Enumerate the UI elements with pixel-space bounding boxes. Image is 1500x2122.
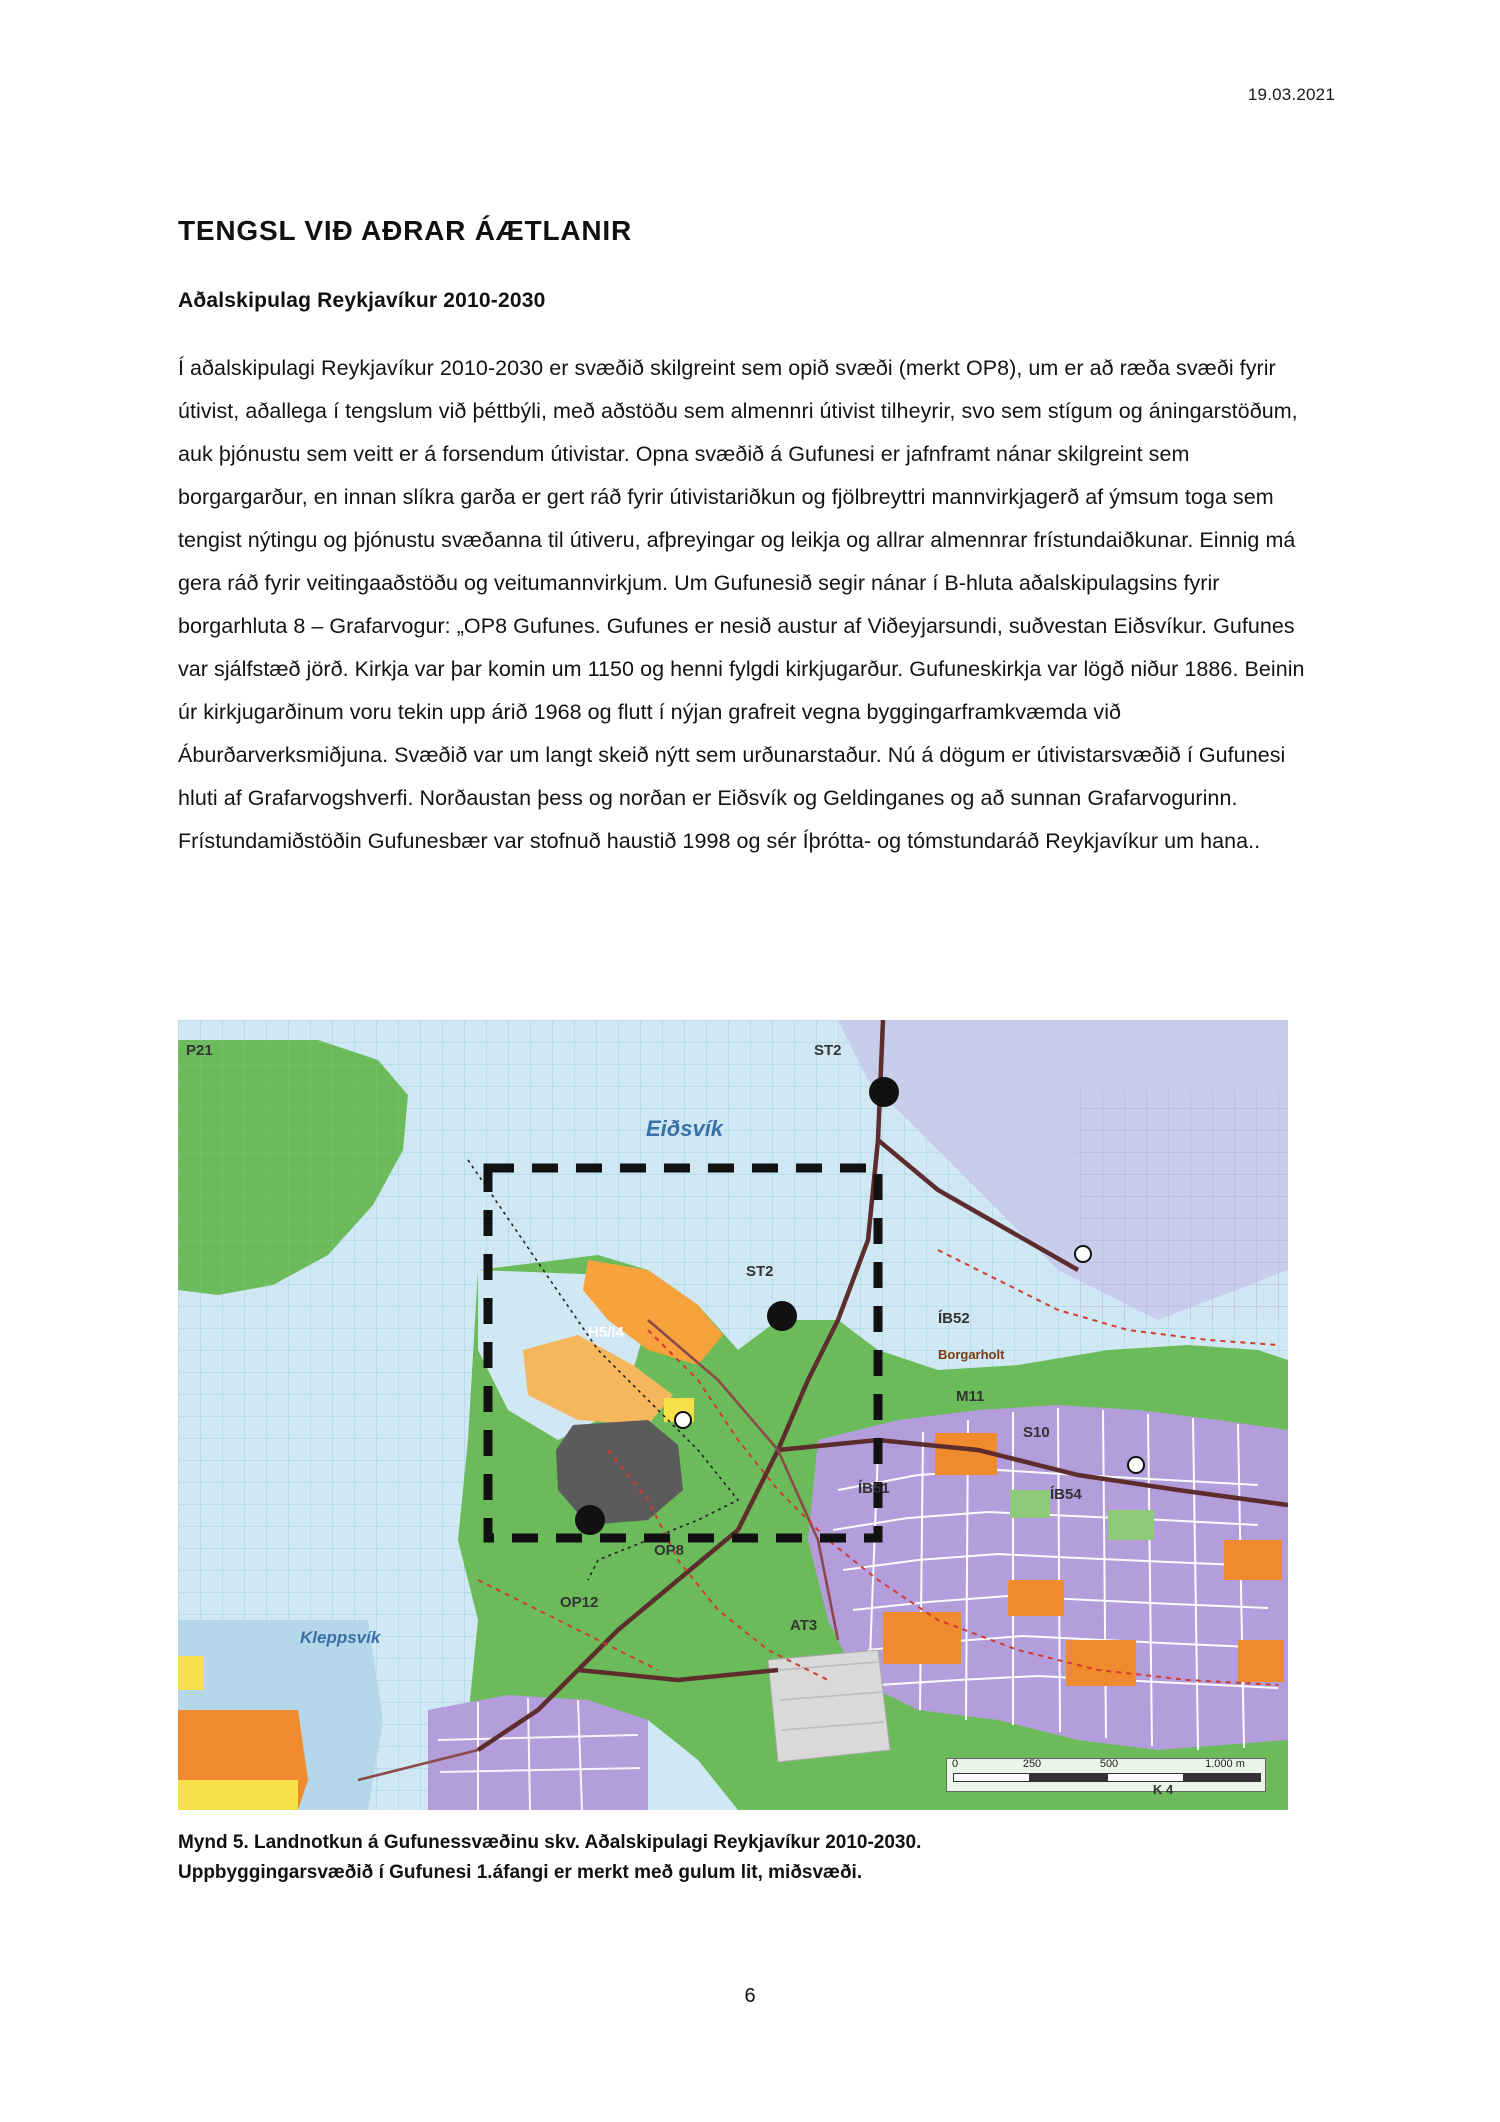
map-label-ib52: ÍB52 bbox=[938, 1310, 970, 1327]
map-label-h5i4: H5/I4 bbox=[588, 1324, 624, 1341]
scale-label-250: 250 bbox=[1022, 1758, 1042, 1770]
map-label-borgarholt: Borgarholt bbox=[938, 1347, 1005, 1362]
map-scalebar bbox=[946, 1758, 1266, 1792]
map-label-op8: OP8 bbox=[654, 1542, 685, 1559]
map-label-st2-mid: ST2 bbox=[746, 1263, 774, 1280]
figure-caption-line1: Mynd 5. Landnotkun á Gufunessvæðinu skv. Aðalskipulagi Reykjavíkur 2010-2030. bbox=[178, 1832, 922, 1853]
map-scale-note: K 4 bbox=[1153, 1782, 1174, 1797]
sub-heading: Aðalskipulag Reykjavíkur 2010-2030 bbox=[178, 289, 546, 312]
map-label-p21: P21 bbox=[186, 1042, 213, 1059]
figure-caption bbox=[178, 1828, 1288, 1888]
figure-block bbox=[178, 1020, 1288, 1888]
map-label-eidsvik: Eiðsvík bbox=[646, 1116, 724, 1141]
map-label-st2-top: ST2 bbox=[814, 1042, 842, 1059]
figure-caption-line2: Uppbyggingarsvæðið í Gufunesi 1.áfangi er merkt með gulum lit, miðsvæði. bbox=[178, 1862, 863, 1883]
scale-label-1000: 1.000 m bbox=[1205, 1758, 1245, 1770]
map-image bbox=[178, 1020, 1288, 1810]
map-label-s10: S10 bbox=[1023, 1424, 1050, 1441]
page-title: TENGSL VIÐ AÐRAR ÁÆTLANIR bbox=[178, 215, 632, 246]
map-label-ib51: ÍB51 bbox=[858, 1480, 890, 1497]
map-label-m11: M11 bbox=[956, 1388, 985, 1405]
map-graphic bbox=[178, 1020, 1288, 1810]
scale-label-500: 500 bbox=[1099, 1758, 1119, 1770]
date-stamp: 19.03.2021 bbox=[1247, 85, 1335, 104]
map-label-at3: AT3 bbox=[790, 1617, 818, 1634]
map-label-kleppsvik: Kleppsvík bbox=[300, 1628, 381, 1647]
map-label-ib54: ÍB54 bbox=[1050, 1486, 1082, 1503]
map-label-op12: OP12 bbox=[560, 1594, 599, 1611]
body-paragraph: Í aðalskipulagi Reykjavíkur 2010-2030 er svæðið skilgreint sem opið svæði (merkt OP8), um er að ræða svæði fyrir útivist, aðallega í tengslum við þéttbýli, með aðstöðu sem almennri útivist tilheyrir, svo sem stígum og áningarstöðum, auk þjónustu sem veitt er á forsendum útivistar. Opna svæðið á Gufunesi er jafnframt nánar skilgreint sem borgargarður, en innan slíkra garða er gert ráð fyrir útivistariðkun og fjölbreyttri mannvirkjagerð af ýmsum toga sem tengist nýtingu og þjónustu svæðanna til útiveru, afþreyingar og leikja og allrar almennrar frístundaiðkunar. Einnig má gera ráð fyrir veitingaaðstöðu og veitumannvirkjum. Um Gufunesið segir nánar í B-hluta aðalskipulagsins fyrir borgarhluta 8 – Grafarvogur: „OP8 Gufunes. Gufunes er nesið austur af Viðeyjarsundi, suðvestan Eiðsvíkur. Gufunes var sjálfstæð jörð. Kirkja var þar komin um 1150 og henni fylgdi kirkjugarður. Gufuneskirkja var lögð niður 1886. Beinin úr kirkjugarðinum voru tekin upp árið 1968 og flutt í nýjan grafreit vegna byggingarframkvæmda við Áburðarverksmiðjuna. Svæðið var um langt skeið nýtt sem urðunarstaður. Nú á dögum er útivistarsvæðið í Gufunesi hluti af Grafarvogshverfi. Norðaustan þess og norðan er Eiðsvík og Geldinganes og að sunnan Grafarvogurinn. Frístundamiðstöðin Gufunesbær var stofnuð haustið 1998 og sér Íþrótta- og tómstundaráð Reykjavíkur um hana.. bbox=[178, 356, 1305, 853]
scale-label-0: 0 bbox=[951, 1758, 959, 1770]
page-number: 6 bbox=[744, 1985, 756, 2007]
document-content bbox=[178, 215, 1323, 863]
